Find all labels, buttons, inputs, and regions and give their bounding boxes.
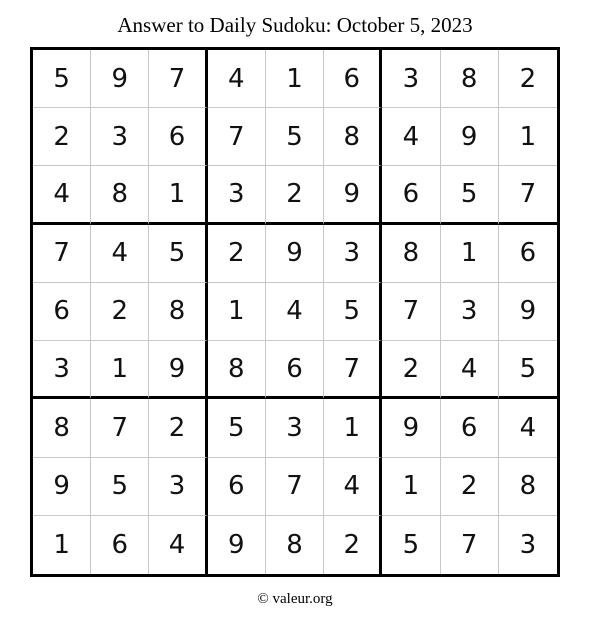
sudoku-cell: 2: [382, 341, 440, 399]
sudoku-cell: 6: [208, 458, 266, 516]
sudoku-cell: 1: [266, 50, 324, 108]
sudoku-cell: 7: [208, 108, 266, 166]
sudoku-cell: 1: [33, 516, 91, 574]
sudoku-cell: 6: [324, 50, 382, 108]
sudoku-cell: 1: [149, 166, 207, 224]
sudoku-cell: 3: [208, 166, 266, 224]
sudoku-cell: 6: [441, 399, 499, 457]
sudoku-cell: 9: [499, 283, 557, 341]
sudoku-cell: 9: [382, 399, 440, 457]
sudoku-cell: 3: [91, 108, 149, 166]
sudoku-cell: 1: [499, 108, 557, 166]
sudoku-cell: 9: [208, 516, 266, 574]
sudoku-cell: 8: [266, 516, 324, 574]
sudoku-cell: 9: [441, 108, 499, 166]
sudoku-cell: 5: [499, 341, 557, 399]
sudoku-cell: 1: [324, 399, 382, 457]
sudoku-cell: 8: [382, 225, 440, 283]
sudoku-cell: 7: [149, 50, 207, 108]
sudoku-cell: 4: [208, 50, 266, 108]
sudoku-cell: 9: [91, 50, 149, 108]
sudoku-cell: 3: [266, 399, 324, 457]
sudoku-cell: 4: [324, 458, 382, 516]
sudoku-board: [30, 47, 560, 577]
sudoku-cell: 8: [441, 50, 499, 108]
sudoku-cell: 2: [208, 225, 266, 283]
sudoku-cell: 6: [149, 108, 207, 166]
sudoku-cell: 5: [33, 50, 91, 108]
sudoku-cell: 7: [266, 458, 324, 516]
sudoku-cell: 2: [33, 108, 91, 166]
sudoku-cell: 4: [149, 516, 207, 574]
sudoku-cell: 3: [382, 50, 440, 108]
sudoku-cell: 8: [499, 458, 557, 516]
sudoku-cell: 7: [499, 166, 557, 224]
sudoku-cell: 8: [149, 283, 207, 341]
sudoku-cell: 2: [499, 50, 557, 108]
sudoku-cell: 4: [33, 166, 91, 224]
sudoku-cell: 2: [266, 166, 324, 224]
sudoku-cell: 4: [441, 341, 499, 399]
sudoku-cell: 3: [149, 458, 207, 516]
sudoku-cell: 8: [33, 399, 91, 457]
sudoku-cell: 4: [266, 283, 324, 341]
copyright-footer: © valeur.org: [257, 591, 333, 607]
sudoku-cell: 4: [499, 399, 557, 457]
sudoku-cell: 7: [441, 516, 499, 574]
sudoku-cell: 5: [149, 225, 207, 283]
sudoku-cell: 8: [324, 108, 382, 166]
sudoku-cell: 2: [91, 283, 149, 341]
sudoku-cell: 7: [382, 283, 440, 341]
sudoku-cell: 9: [266, 225, 324, 283]
sudoku-cell: 5: [324, 283, 382, 341]
puzzle-title: Answer to Daily Sudoku: October 5, 2023: [117, 13, 473, 37]
sudoku-cell: 7: [91, 399, 149, 457]
sudoku-cell: 8: [91, 166, 149, 224]
sudoku-cell: 6: [91, 516, 149, 574]
sudoku-cell: 3: [519, 529, 537, 560]
sudoku-cell: 7: [324, 341, 382, 399]
sudoku-cell: 5: [382, 516, 440, 574]
sudoku-cell: 9: [33, 458, 91, 516]
sudoku-cell: 6: [499, 225, 557, 283]
sudoku-cell: 7: [33, 225, 91, 283]
sudoku-cell: 5: [91, 458, 149, 516]
sudoku-cell: 5: [441, 166, 499, 224]
sudoku-cell: 4: [382, 108, 440, 166]
sudoku-cell: 6: [33, 283, 91, 341]
sudoku-cell: 1: [91, 341, 149, 399]
sudoku-cell: 1: [208, 283, 266, 341]
sudoku-cell: 1: [382, 458, 440, 516]
sudoku-cell: 3: [33, 341, 91, 399]
sudoku-cell: 6: [266, 341, 324, 399]
sudoku-cell: 9: [324, 166, 382, 224]
sudoku-cell: 2: [441, 458, 499, 516]
sudoku-cell: 2: [324, 516, 382, 574]
sudoku-cell: 8: [208, 341, 266, 399]
sudoku-cell: 9: [149, 341, 207, 399]
sudoku-cell: 6: [382, 166, 440, 224]
sudoku-cell: 5: [208, 399, 266, 457]
sudoku-cell: 3: [324, 225, 382, 283]
sudoku-cell: 5: [266, 108, 324, 166]
sudoku-grid: [33, 50, 557, 574]
sudoku-cell: 1: [441, 225, 499, 283]
sudoku-cell: 2: [149, 399, 207, 457]
sudoku-cell: 4: [91, 225, 149, 283]
sudoku-cell: 3: [441, 283, 499, 341]
